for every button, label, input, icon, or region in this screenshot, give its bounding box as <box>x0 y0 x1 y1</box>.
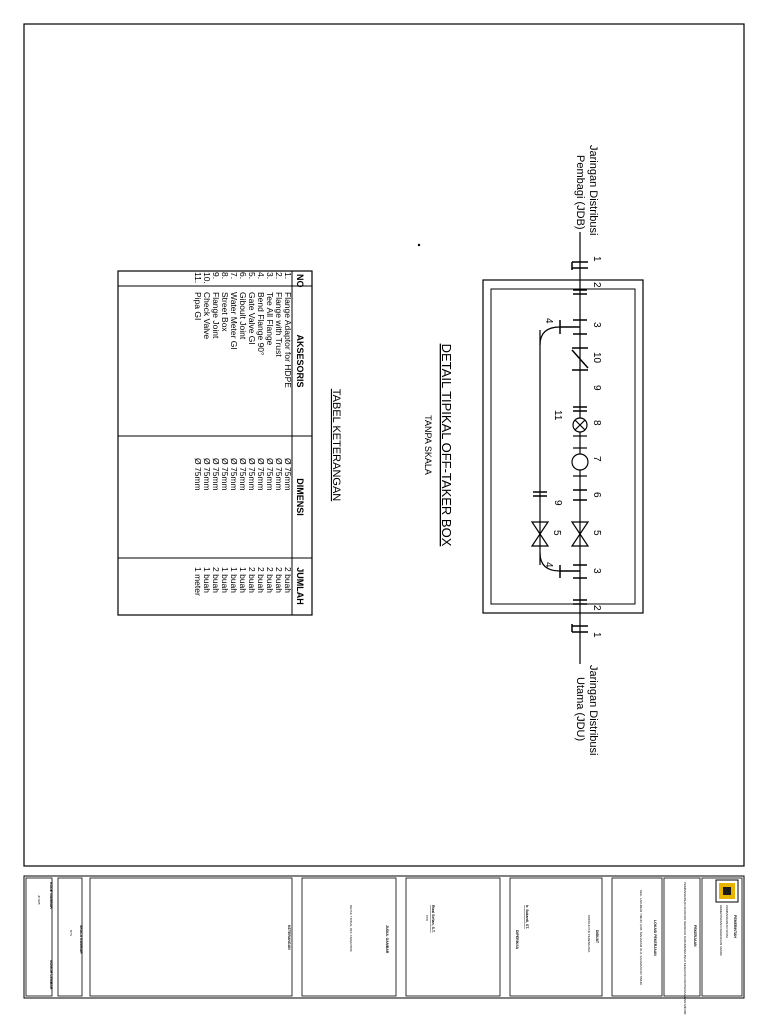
marker-9-bottom: 9 <box>552 500 563 506</box>
row-aksesoris: Flange Joint <box>211 292 221 339</box>
notes-label: KETERANGAN <box>287 925 291 950</box>
drawing-title-text: DETAIL TIPIKAL OFF-TAKER BOX <box>349 905 353 952</box>
off-taker-diagram <box>418 145 643 755</box>
row-aksesoris: Flange Adaptor for HDPE <box>283 292 293 388</box>
marker-1-top: 1 <box>591 256 602 262</box>
agency-logo-mark <box>723 887 731 895</box>
row-aksesoris: Bend Flange 90° <box>256 292 266 356</box>
outlet-label-line2: Utama (JDU) <box>574 677 586 742</box>
header-no: NO <box>295 274 305 288</box>
row-dimensi: Ø 75mm <box>238 458 248 491</box>
diagram-subtitle: TANPA SKALA <box>423 415 433 475</box>
row-dimensi: Ø 75mm <box>265 458 275 491</box>
row-aksesoris: Check Valve <box>202 292 212 340</box>
row-no: 2. <box>274 272 284 280</box>
cell-notes <box>90 878 292 996</box>
row-aksesoris: Gate Valve GI <box>247 292 257 345</box>
row-no: 1. <box>283 272 293 280</box>
marker-11: 11 <box>552 410 563 421</box>
marker-8: 8 <box>591 420 602 426</box>
bend-top-icon <box>540 327 560 345</box>
code-value: JP-005 <box>37 895 41 905</box>
off-taker-box-inner <box>491 289 635 604</box>
row-dimensi: Ø 75mm <box>193 458 203 491</box>
location-label: LOKASI PEKERJAAN <box>653 920 657 956</box>
sheet-label: NOMOR LEMBAR <box>49 960 53 990</box>
marker-1-bottom: 1 <box>591 632 602 638</box>
marker-5-right: 5 <box>591 530 602 536</box>
row-dimensi: Ø 75mm <box>202 458 212 491</box>
row-no: 10. <box>202 272 212 284</box>
row-no: 5. <box>247 272 257 280</box>
row-no: 6. <box>238 272 248 280</box>
inlet-label-line2: Pembagi (JDB) <box>574 155 586 230</box>
header-jumlah: JUMLAH <box>295 567 305 605</box>
scale-value: NTS <box>69 930 73 936</box>
row-jumlah: 2 buah <box>265 567 275 593</box>
table-title: TABEL KETERANGAN <box>330 388 342 502</box>
drawing-title-label: JUDUL GAMBAR <box>385 925 389 954</box>
location-text: KEC. LAKUMAN TIMUR, KAB. MAHAKAM ULU, KALIMANTAN TIMUR <box>639 890 643 985</box>
checker-label: DIPERIKSA <box>515 930 519 950</box>
approver-role: PPK <box>425 915 429 922</box>
marker-7: 7 <box>591 456 602 462</box>
row-jumlah: 2 buah <box>247 567 257 593</box>
marker-6: 6 <box>591 492 602 498</box>
drawing-frame <box>24 24 744 866</box>
approver-name: Rizal Sefian, S.T. <box>431 905 435 933</box>
diagram-title: DETAIL TIPIKAL OFF-TAKER BOX <box>439 343 454 547</box>
marker-3-bottom: 3 <box>591 568 602 574</box>
row-no: 11. <box>193 272 203 284</box>
title-block <box>24 876 744 1015</box>
row-jumlah: 2 buah <box>283 567 293 593</box>
agency-line-1: PEMBANGUNAN SPAM <box>725 905 729 938</box>
planner-text: KONSULTAN PERENCANA <box>587 915 591 953</box>
marker-9-top: 9 <box>591 385 602 391</box>
row-dimensi: Ø 75mm <box>274 458 284 491</box>
row-dimensi: Ø 75mm <box>229 458 239 491</box>
row-no: 7. <box>229 272 239 280</box>
cell-scale <box>58 878 82 996</box>
outlet-label-line1: Jaringan Distribusi <box>587 665 599 756</box>
agency-line-2: KEMENTERIAN PEKERJAAN UMUM <box>719 905 723 956</box>
header-dimensi: DIMENSI <box>295 478 305 516</box>
row-jumlah: 1 buah <box>238 567 248 593</box>
row-jumlah: 2 buah <box>256 567 266 593</box>
planner-name: Ir. Sukardi, ST. <box>525 905 529 929</box>
project-text: PEMBANGUNAN SPAM IKK DEDIKASI DANUMENGUNAU KEGIATAN PENYEDIAAN AIR MINUM <box>683 882 687 1015</box>
row-jumlah: 1 buah <box>220 567 230 593</box>
project-label: PEKERJAAN <box>693 925 697 947</box>
tee-top-icon <box>560 320 587 334</box>
row-dimensi: Ø 75mm <box>220 458 230 491</box>
planner-label: DIBUAT <box>595 930 599 943</box>
header-aksesoris: AKSESORIS <box>295 334 305 388</box>
legend-table <box>118 271 342 615</box>
table-rows <box>193 272 293 596</box>
row-jumlah: 1 buah <box>229 567 239 593</box>
agency-header: PEMERINTAH <box>733 915 737 938</box>
row-jumlah: 1 meter <box>193 567 203 596</box>
row-no: 8. <box>220 272 230 280</box>
marker-4-top: 4 <box>543 318 554 324</box>
stray-dot <box>418 244 420 246</box>
row-aksesoris: Tee All Flange <box>265 292 275 346</box>
code-label: KODE GAMBAR <box>49 882 53 909</box>
tee-bottom-icon <box>560 565 587 578</box>
marker-2-top: 2 <box>591 282 602 288</box>
row-jumlah: 2 buah <box>274 567 284 593</box>
row-jumlah: 1 buah <box>202 567 212 593</box>
marker-2-bottom: 2 <box>591 605 602 611</box>
row-no: 3. <box>265 272 275 280</box>
marker-10: 10 <box>591 352 602 364</box>
off-taker-box-outer <box>483 280 643 613</box>
row-aksesoris: Flange with Trust <box>274 292 284 357</box>
row-aksesoris: Giboult Joint <box>238 292 248 340</box>
cell-approver <box>406 878 500 996</box>
row-no: 4. <box>256 272 266 280</box>
row-dimensi: Ø 75mm <box>283 458 293 491</box>
scale-label: SKALA GAMBAR <box>79 925 83 954</box>
marker-3-top: 3 <box>591 322 602 328</box>
cell-drawing-title <box>302 878 396 996</box>
row-aksesoris: Pipa GI <box>193 292 203 321</box>
row-no: 9. <box>211 272 221 280</box>
row-aksesoris: Water Meter GI <box>229 292 239 350</box>
row-jumlah: 2 buah <box>211 567 221 593</box>
title-block-frame <box>24 876 744 998</box>
marker-5-left: 5 <box>551 530 562 536</box>
row-dimensi: Ø 75mm <box>256 458 266 491</box>
marker-4-bottom: 4 <box>543 562 554 568</box>
row-dimensi: Ø 75mm <box>247 458 257 491</box>
row-aksesoris: Street Box <box>220 292 230 332</box>
inlet-label-line1: Jaringan Distribusi <box>587 145 599 236</box>
row-dimensi: Ø 75mm <box>211 458 221 491</box>
